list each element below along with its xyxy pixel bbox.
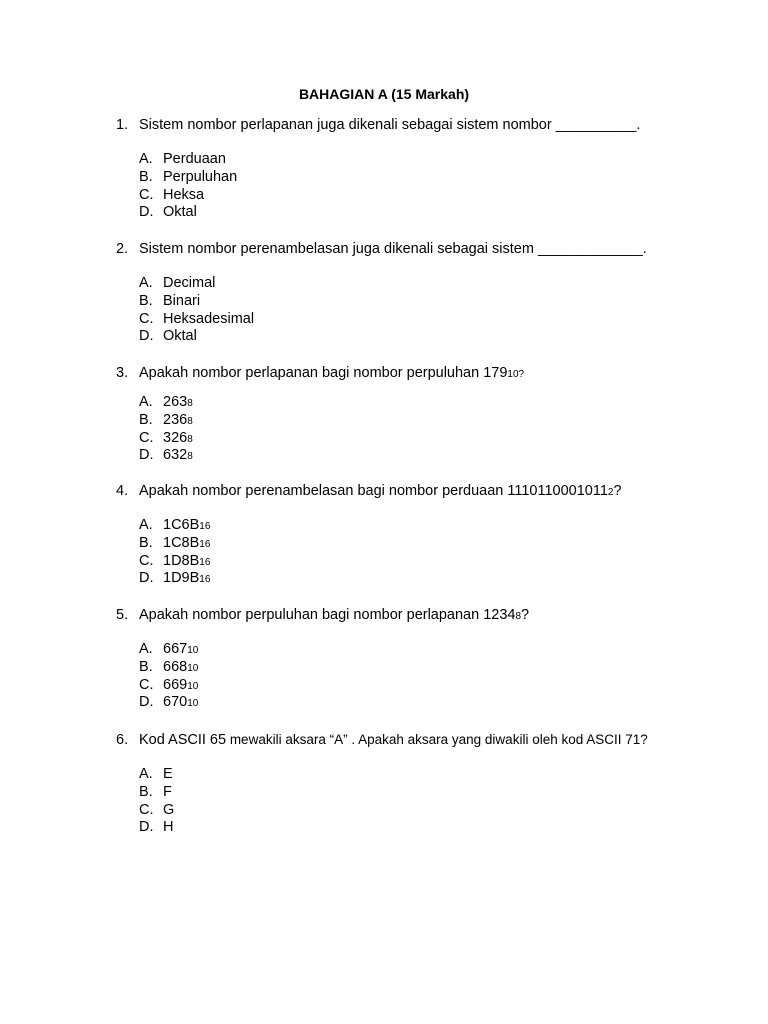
option-base: 10 [187,680,199,692]
question-number: 2. [116,241,129,257]
option-value: 667 [163,641,188,657]
option-base: 8 [187,398,193,409]
option-value: 326 [163,429,188,446]
option-value: 668 [163,658,188,675]
question-number: 4. [116,483,129,499]
option-letter: B. [139,534,153,551]
option-base: 10 [187,662,199,674]
option-letter: C. [139,429,154,446]
option-letter: D. [139,204,154,221]
option-base: 8 [187,451,193,463]
option-letter: D. [139,328,154,345]
option-value: 670 [163,694,188,711]
option-value: 1D8B [163,552,200,569]
option-base: 10 [187,645,199,656]
option-text: Decimal [163,275,216,291]
question-number: 3. [116,365,129,381]
option-letter: B. [139,658,153,675]
question-text-main: Apakah nombor perenambelasan bagi nombor perduaan 1110110001011 [139,483,608,499]
option-letter: D. [139,447,154,464]
option-text: E [163,766,173,782]
option-letter: A. [139,766,153,782]
option-letter: A. [139,394,153,410]
option-text: G [163,801,175,818]
option-letter: C. [139,801,154,818]
question-text-rest: mewakili aksara “A” . Apakah aksara yang diwakili oleh kod ASCII 71? [226,732,648,747]
question-text-after: ? [613,483,622,499]
option-base: 8 [187,415,193,427]
option-text: Heksa [163,186,205,203]
option-base: 10 [187,698,199,710]
option-base: 16 [199,574,211,586]
option-letter: A. [139,151,153,167]
option-letter: B. [139,168,153,185]
option-letter: A. [139,275,153,291]
option-text: Perduaan [163,151,226,167]
option-letter: D. [139,694,154,711]
question-text-main: Kod ASCII 65 [139,732,227,748]
option-text: F [163,783,172,800]
question-number: 6. [116,732,129,748]
question-subscript: 2 [607,487,614,498]
option-value: 263 [163,394,188,410]
option-value: 669 [163,676,188,693]
question-text-main: Apakah nombor perlapanan bagi nombor perpuluhan 179 [139,365,508,381]
question-text: Sistem nombor perlapanan juga dikenali sebagai sistem nombor __________. [139,117,641,133]
option-letter: B. [139,292,153,309]
question-text [139,606,529,626]
option-letter: C. [139,552,154,569]
option-base: 16 [199,521,211,532]
option-text: Perpuluhan [163,168,238,185]
option-letter: D. [139,819,154,836]
option-base: 16 [199,538,211,550]
question-text [139,731,648,749]
option-letter: C. [139,186,154,203]
question-text-main: Apakah nombor perpuluhan bagi nombor perlapanan 1234 [139,607,516,623]
option-value: 1C8B [163,534,200,551]
question-number: 1. [116,117,129,133]
option-value: 632 [163,447,188,464]
section-title: BAHAGIAN A (15 Markah) [298,86,470,102]
question-text [139,482,622,502]
option-base: 16 [199,556,211,568]
option-text [163,569,210,589]
option-value: 1D9B [163,570,200,587]
option-letter: B. [139,783,153,800]
question-text [139,364,524,384]
question-number: 5. [116,607,129,623]
option-letter: C. [139,676,154,693]
option-text: Oktal [163,328,197,345]
option-value: 1C6B [163,517,200,533]
option-text: H [163,819,174,836]
option-text: Oktal [163,204,197,221]
option-value: 236 [163,411,188,428]
option-letter: C. [139,310,154,327]
option-text: Heksadesimal [163,310,255,327]
question-subscript: 8 [515,611,522,622]
question-subscript: 10? [507,369,525,380]
option-text: Binari [163,292,201,309]
option-letter: B. [139,411,153,428]
option-letter: A. [139,641,153,657]
option-letter: D. [139,570,154,587]
option-base: 8 [187,433,193,445]
question-text-after: ? [521,607,530,623]
option-text [163,693,198,713]
option-letter: A. [139,517,153,533]
question-text: Sistem nombor perenambelasan juga dikenali sebagai sistem _____________. [139,241,647,257]
option-text [163,446,193,466]
